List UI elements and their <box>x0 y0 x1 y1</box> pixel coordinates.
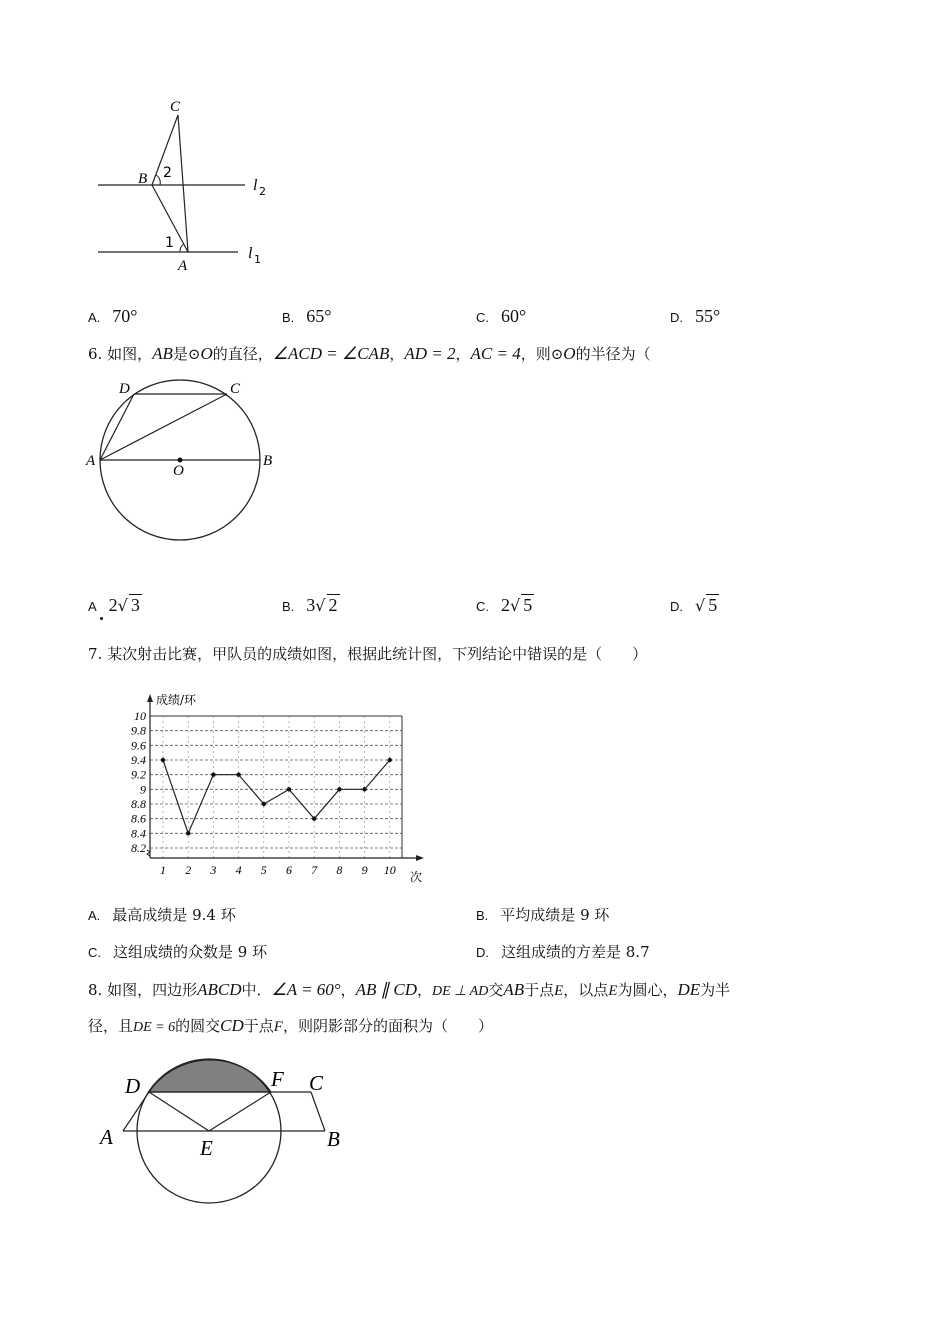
data-point <box>388 758 392 762</box>
y-axis-label: 成绩/环 <box>156 693 197 707</box>
label-B: B <box>327 1127 340 1151</box>
q6-option-b[interactable]: B. 3√ 2 <box>282 595 338 615</box>
label-D: D <box>119 381 130 397</box>
sqrt-icon: √ <box>695 596 706 615</box>
q6-option-a[interactable]: A 2√ 3 <box>88 595 140 615</box>
data-point <box>161 758 165 762</box>
x-axis-arrow-icon <box>416 855 424 861</box>
figure-q8 <box>95 1058 355 1218</box>
figure-q5 <box>90 95 280 275</box>
label-C: C <box>170 99 181 115</box>
q6-option-d[interactable]: D. √ 5 <box>670 595 718 615</box>
y-tick-label: 9.2 <box>131 767 146 782</box>
label-A: A <box>86 453 96 469</box>
question-7: 7. 某次射击比赛，甲队员的成绩如图，根据此统计图，下列结论中错误的是（ ） <box>88 645 648 663</box>
q5-option-d[interactable]: D. 55° <box>670 306 721 326</box>
label-B: B <box>263 453 273 469</box>
label-B: B <box>138 171 148 187</box>
dot-mark <box>100 617 103 620</box>
figure-q6 <box>82 375 282 575</box>
label-A: A <box>100 1125 113 1149</box>
y-tick-label: 8.8 <box>131 797 146 811</box>
x-tick-label: 4 <box>235 863 242 877</box>
y-tick-label: 8.6 <box>131 811 146 826</box>
x-tick-label: 9 <box>361 863 368 877</box>
y-tick-label: 10 <box>134 709 146 723</box>
label-l1: l <box>248 245 253 262</box>
data-point <box>236 772 240 776</box>
x-tick-label: 7 <box>311 863 318 877</box>
shaded-segment <box>149 1060 271 1092</box>
chart-q7 <box>110 688 440 888</box>
label-C: C <box>230 381 241 397</box>
x-tick-label: 2 <box>185 863 192 877</box>
y-axis-arrow-icon <box>147 694 153 702</box>
y-tick-label: 9.6 <box>131 738 146 753</box>
label-2: 2 <box>163 165 172 181</box>
label-C: C <box>309 1071 324 1095</box>
q5-option-c[interactable]: C. 60° <box>476 306 527 326</box>
x-tick-label: 5 <box>260 863 267 877</box>
q7-option-c[interactable]: C. 这组成绩的众数是 9 环 <box>88 943 268 961</box>
q5-option-b[interactable]: B. 65° <box>282 306 332 326</box>
data-point <box>262 802 266 806</box>
y-tick-label: 8.2 <box>131 841 146 855</box>
y-tick-label: 9.8 <box>131 723 146 738</box>
data-point <box>287 787 291 791</box>
sqrt-icon: √ <box>315 596 326 615</box>
question-6: 6. 如图，AB是⊙O的直径，∠ACD = ∠CAB，AD = 2，AC = 4，则⊙O的半径为（ <box>88 344 651 363</box>
q7-option-a[interactable]: A. 最高成绩是 9.4 环 <box>88 906 236 924</box>
label-O: O <box>173 463 184 479</box>
q7-option-b[interactable]: B. 平均成绩是 9 环 <box>476 906 610 924</box>
q7-option-d[interactable]: D. 这组成绩的方差是 8.7 <box>476 943 650 961</box>
q6-option-c[interactable]: C. 2√ 5 <box>476 595 533 615</box>
sqrt-icon: √ <box>117 596 128 615</box>
x-tick-label: 1 <box>160 863 166 877</box>
question-8-line-1: 8. 如图，四边形ABCD中．∠A = 60°，AB ∥ CD，DE ⊥ AD交AB于点E，以点E为圆心，DE为半 <box>88 980 731 999</box>
q5-option-a[interactable]: A. 70° <box>88 306 138 326</box>
label-A: A <box>178 258 188 274</box>
data-point <box>186 831 190 835</box>
label-E: E <box>200 1136 213 1160</box>
y-tick-label: 9.4 <box>131 753 146 767</box>
x-tick-label: 6 <box>286 863 292 877</box>
label-l2: l <box>253 177 258 194</box>
y-tick-label: 9 <box>140 782 146 797</box>
data-point <box>337 787 341 791</box>
sqrt-icon: √ <box>510 596 521 615</box>
label-D: D <box>125 1074 141 1098</box>
series-line <box>163 760 390 833</box>
data-point <box>211 772 215 776</box>
label-l2-sub: 2 <box>259 185 266 198</box>
label-l1-sub: 1 <box>254 253 261 266</box>
x-tick-label: 8 <box>336 863 343 877</box>
label-1: 1 <box>165 235 174 251</box>
data-point <box>362 787 366 791</box>
question-8-line-2: 径，且DE = 6的圆交CD于点F，则阴影部分的面积为（ ） <box>88 1016 493 1035</box>
x-tick-label: 10 <box>383 863 396 877</box>
y-tick-label: 8.4 <box>131 826 146 841</box>
x-tick-label: 3 <box>210 863 217 877</box>
x-axis-label: 次 <box>410 870 423 884</box>
data-point <box>312 816 316 820</box>
label-F: F <box>271 1067 284 1091</box>
